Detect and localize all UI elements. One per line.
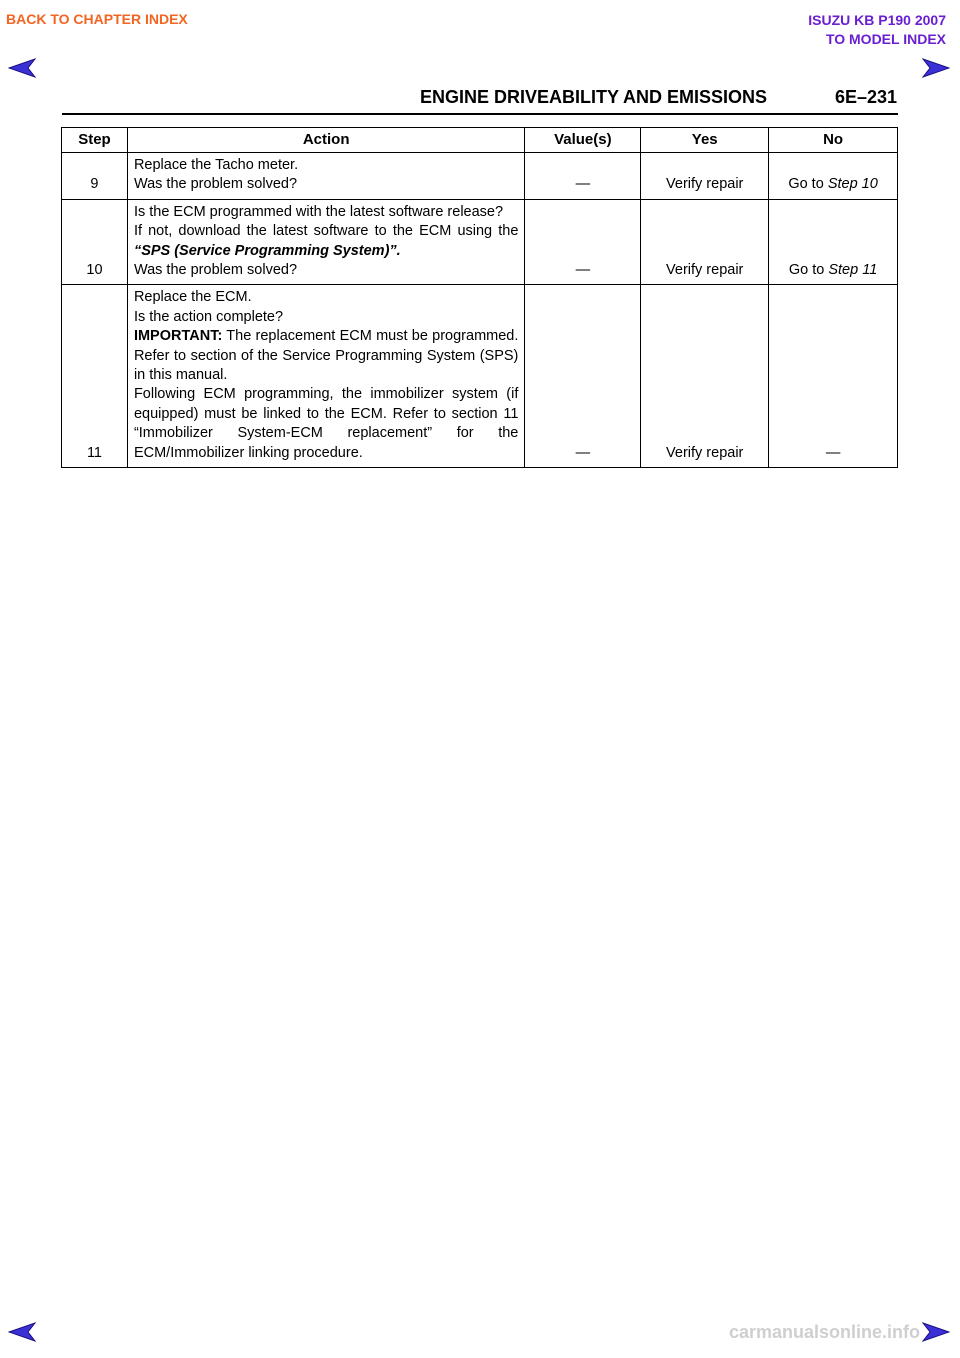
value-cell: — [525, 153, 641, 200]
action-cell [127, 153, 524, 200]
no-cell: — [769, 285, 898, 468]
table-header-row [62, 128, 898, 153]
previous-page-arrow-icon[interactable] [8, 1322, 36, 1342]
previous-page-arrow-icon[interactable] [8, 58, 36, 78]
action-text: Is the ECM programmed with the latest software release? [133, 203, 504, 220]
no-cell [769, 153, 898, 200]
step-cell: 10 [62, 199, 128, 285]
sps-reference: “SPS (Service Programming System)”. [133, 242, 401, 259]
action-cell [127, 199, 524, 285]
yes-cell: Verify repair [641, 285, 769, 468]
value-cell: — [525, 285, 641, 468]
action-cell [127, 285, 524, 468]
action-text: Was the problem solved? [133, 176, 298, 193]
section-title: ENGINE DRIVEABILITY AND EMISSIONS [420, 87, 768, 107]
important-note: IMPORTANT: The replacement ECM must be programmed. Refer to section of the Service Programming System (SPS) in this manual. [133, 328, 519, 384]
table-row [62, 199, 898, 285]
action-text: Replace the ECM. [133, 289, 252, 306]
action-text: Is the action complete? [133, 308, 284, 325]
step-cell: 9 [62, 153, 128, 200]
model-title-link[interactable]: ISUZU KB P190 2007 [808, 12, 946, 28]
column-header-values: Value(s) [525, 128, 641, 153]
column-header-no: No [769, 128, 898, 153]
yes-cell: Verify repair [641, 153, 769, 200]
step-cell: 11 [62, 285, 128, 468]
action-text: If not, download the latest software to the ECM using the “SPS (Service Programming System)”. [133, 223, 519, 259]
value-cell: — [525, 199, 641, 285]
no-cell [769, 199, 898, 285]
back-to-chapter-index-link[interactable]: BACK TO CHAPTER INDEX [6, 11, 188, 27]
action-text: Was the problem solved? [133, 262, 298, 279]
table-row [62, 153, 898, 200]
yes-cell: Verify repair [641, 199, 769, 285]
table-row [62, 285, 898, 468]
important-label: IMPORTANT: [133, 328, 223, 345]
header-divider [62, 113, 898, 115]
column-header-step: Step [62, 128, 128, 153]
no-prefix: Go to [788, 176, 828, 193]
next-page-arrow-icon[interactable] [922, 1322, 950, 1342]
column-header-action: Action [127, 128, 524, 153]
step-reference-link[interactable]: Step 10 [827, 176, 878, 193]
column-header-yes: Yes [641, 128, 769, 153]
no-prefix: Go to [788, 262, 829, 279]
diagnostic-table [61, 127, 898, 468]
watermark: carmanualsonline.info [728, 1322, 920, 1342]
to-model-index-link[interactable]: TO MODEL INDEX [825, 31, 946, 47]
step-reference-link[interactable]: Step 11 [828, 262, 878, 279]
page-number: 6E–231 [834, 87, 897, 107]
action-text: Replace the Tacho meter. [133, 157, 299, 173]
model-index-links [808, 11, 946, 49]
next-page-arrow-icon[interactable] [922, 58, 950, 78]
action-text: Following ECM programming, the immobilizer system (if equipped) must be linked to the ECM. Refer to section 11 “Immobilizer System-ECM replacement” for the ECM/Immobilizer linking procedure. [133, 386, 519, 461]
